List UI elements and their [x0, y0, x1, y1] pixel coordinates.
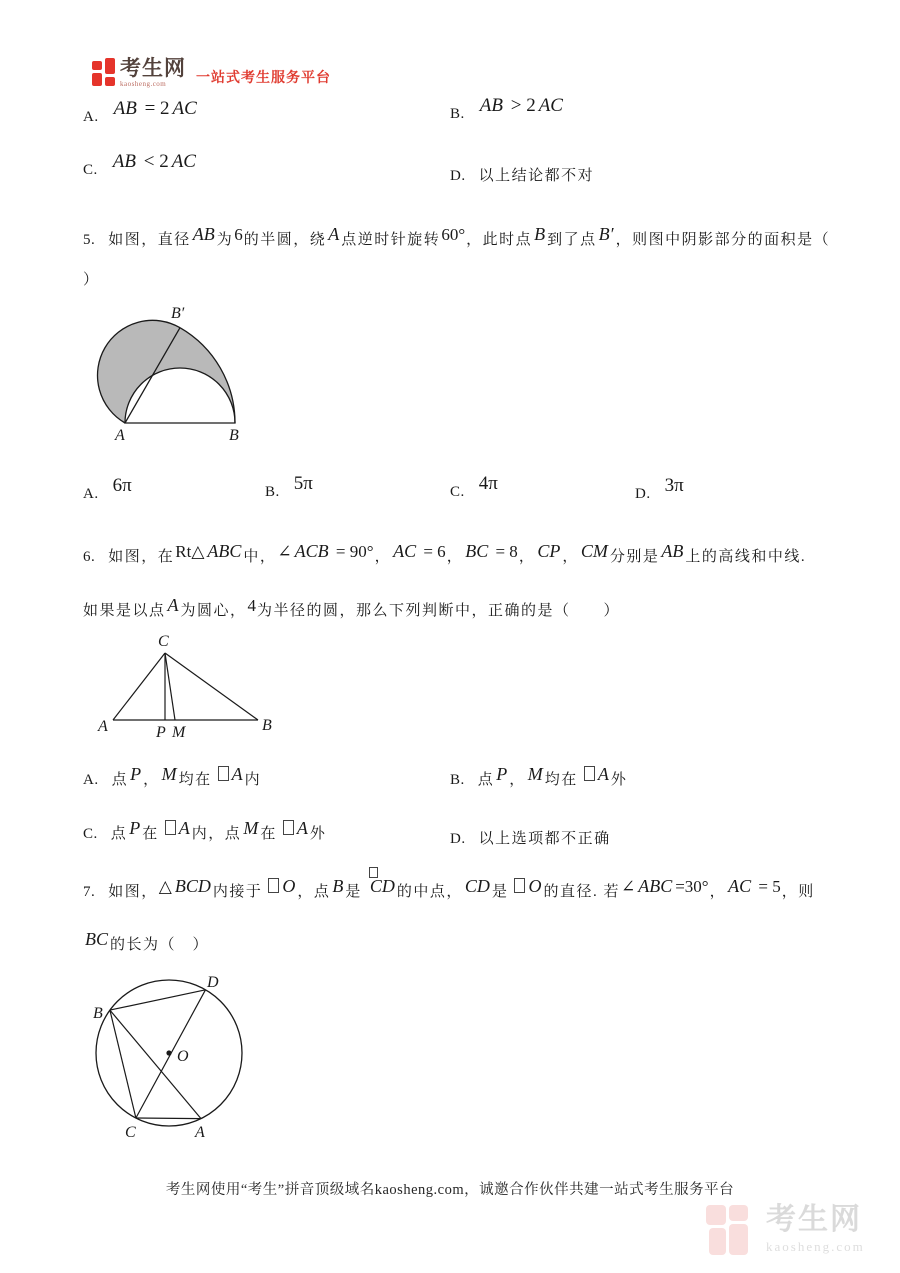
- q5-figure-semicircle: [85, 300, 305, 450]
- brand-name: 考生网: [120, 56, 186, 80]
- label-o: O: [177, 1048, 189, 1065]
- q6-option-d: D. 以上选项都不正确: [450, 831, 611, 847]
- label-b-prime: B′: [171, 305, 185, 322]
- label-b: B: [93, 1005, 103, 1022]
- kaosheng-logo-icon: [92, 58, 116, 88]
- q6-stem-line2: 如果是以点 A 为圆心，4为半径的圆，那么下列判断中，正确的是（ ）: [83, 595, 621, 619]
- q5-option-d: D. 3π: [635, 475, 684, 502]
- label-d: D: [207, 974, 219, 991]
- label-a: A: [195, 1124, 205, 1141]
- label-c: C: [125, 1124, 136, 1141]
- watermark-brand: 考生网: [766, 1203, 862, 1236]
- chord-ca: [136, 1118, 201, 1119]
- q5-stem: 5. 如图，直径 AB 为6的半圆，绕 A 点逆时针旋转60°，此时点 B 到了点 B′ ，则图中阴影部分的面积是（: [83, 224, 831, 248]
- q7-stem-line2: BC 的长为（ ）: [85, 929, 210, 953]
- q4-option-a: A. AB = 2 AC: [83, 98, 197, 125]
- q6-stem-line1: 6. 如图，在Rt△ ABC 中，∠ ACB = 90°， AC = 6， BC = 8， CP ， CM 分别是 AB 上的高线和中线.: [83, 541, 807, 565]
- q5-option-a: A. 6π: [83, 475, 132, 502]
- q4-option-b: B. AB > 2 AC: [450, 95, 563, 122]
- label-a: A: [115, 427, 125, 444]
- q5-option-b: B. 5π: [265, 473, 313, 500]
- median-cm: [165, 653, 175, 720]
- brand-tagline: 一站式考生服务平台: [196, 71, 331, 86]
- watermark: [706, 1205, 865, 1255]
- q7-figure-circle: [80, 965, 310, 1155]
- brand-domain: kaosheng.com: [120, 80, 167, 88]
- label-b: B: [229, 427, 239, 444]
- chord-bd: [110, 990, 206, 1010]
- header-logo: [92, 58, 331, 88]
- watermark-domain: kaosheng.com: [766, 1239, 865, 1254]
- q4-option-d: D. 以上结论都不对: [450, 168, 595, 184]
- footer-text: 考生网使用“考生”拼音顶级域名kaosheng.com，诚邀合作伙伴共建一站式考生服务平台: [165, 1182, 735, 1198]
- side-ac: [113, 653, 165, 720]
- q5-option-c: C. 4π: [450, 473, 498, 500]
- q6-figure-triangle: [95, 633, 295, 751]
- q6-option-a: A. 点 P ， M 均在 A 内: [83, 764, 262, 788]
- q5-stem-close: ）: [83, 272, 100, 288]
- q4-option-c: C. AB < 2 AC: [83, 151, 196, 178]
- label-a: A: [98, 718, 108, 735]
- side-cb: [165, 653, 258, 720]
- center-dot: [166, 1050, 171, 1055]
- q7-stem-line1: 7. 如图，△ BCD 内接于 O ，点 B 是 CD 的中点， CD 是 O 的直径. 若∠ ABC =30°， AC = 5，则: [83, 876, 815, 900]
- label-c: C: [158, 633, 169, 650]
- q6-option-c: C. 点 P 在 A 内，点 M 在 A 外: [83, 818, 327, 842]
- q6-option-b: B. 点 P ， M 均在 A 外: [450, 764, 628, 788]
- label-p: P: [156, 724, 166, 741]
- kaosheng-watermark-icon: [706, 1205, 758, 1255]
- label-m: M: [172, 724, 186, 741]
- label-b: B: [262, 717, 272, 734]
